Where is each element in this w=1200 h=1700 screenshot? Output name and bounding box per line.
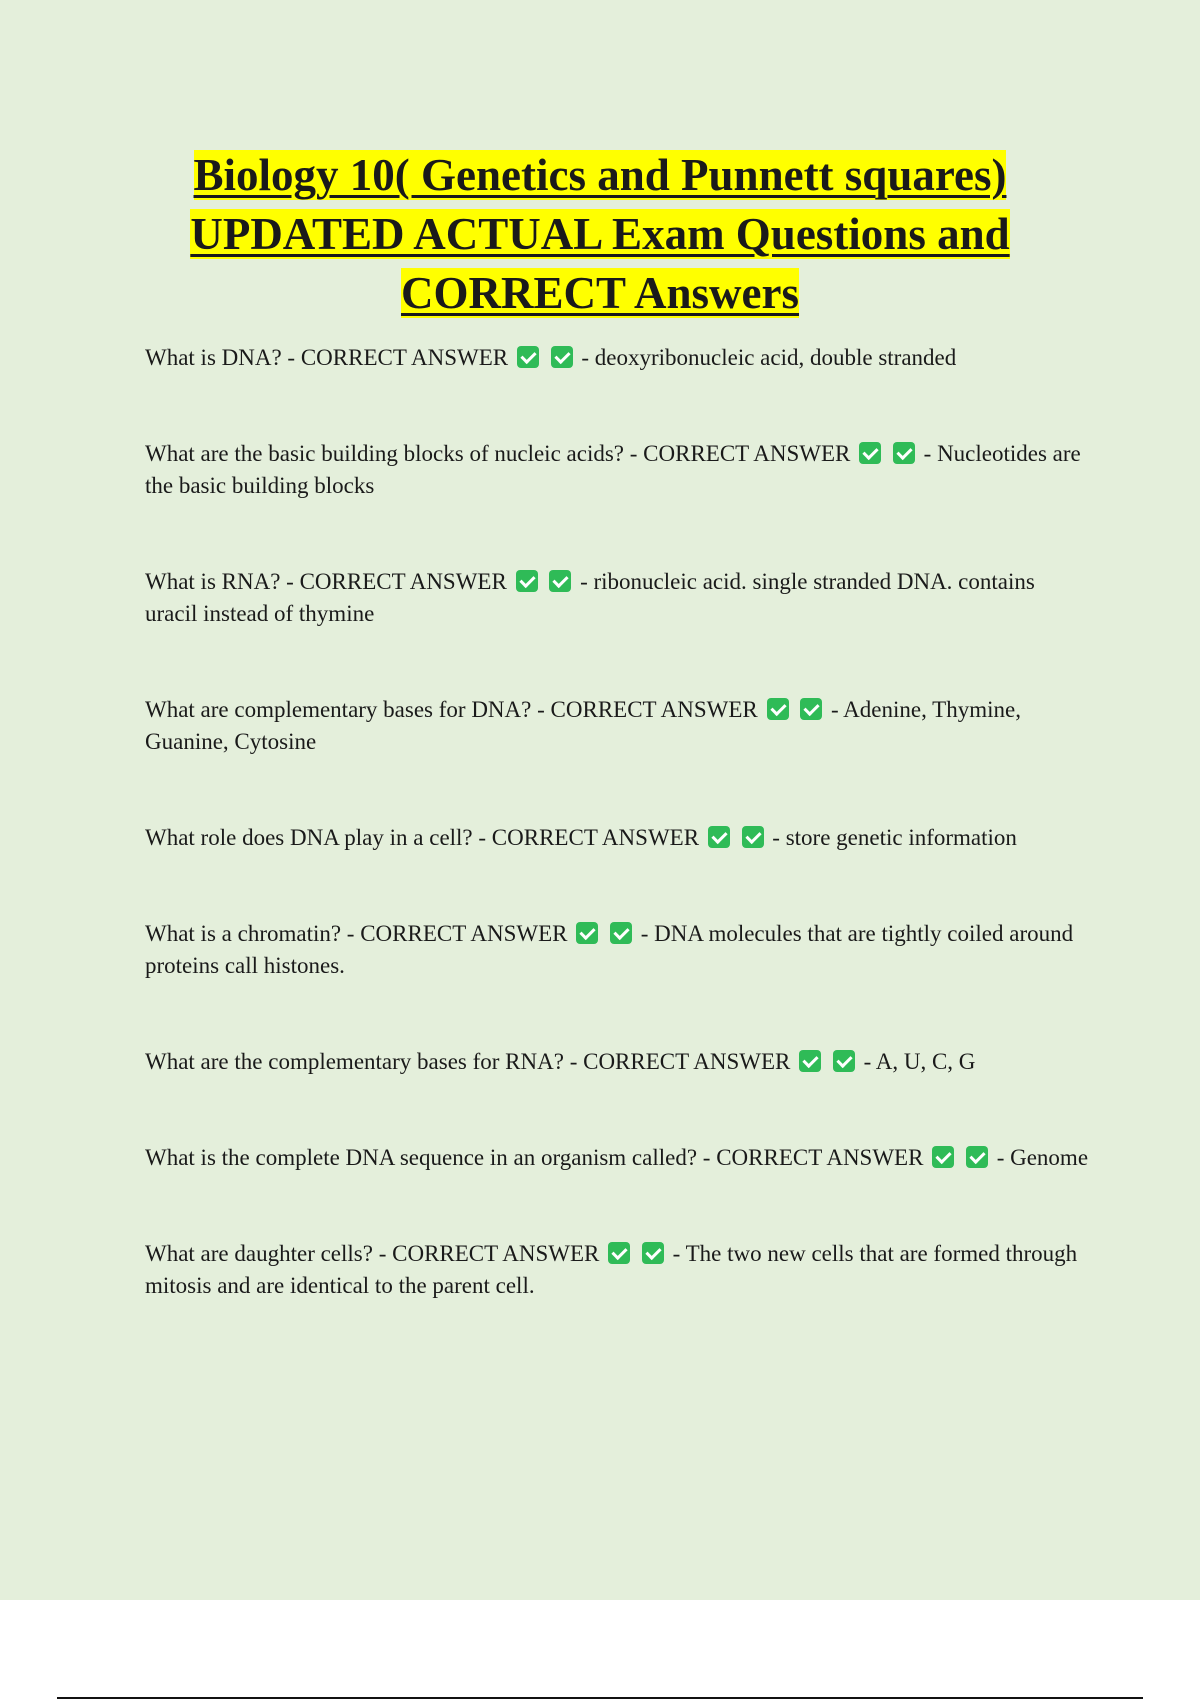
check-box-icon — [893, 442, 915, 464]
title-line-1: Biology 10( Genetics and Punnett squares) — [193, 150, 1007, 200]
qa-item-daughter-cells — [145, 1238, 1090, 1302]
document-title — [100, 146, 1100, 323]
check-box-icon — [610, 922, 632, 944]
answer-text: - Nucleotides are the basic building blocks — [145, 441, 1081, 498]
answer-text: - DNA molecules that are tightly coiled around proteins call histones. — [145, 921, 1074, 978]
qa-list — [145, 342, 1090, 1366]
check-box-icon — [608, 1242, 630, 1264]
question-text: What is RNA? - CORRECT ANSWER — [145, 569, 507, 594]
question-text: What is a chromatin? - CORRECT ANSWER — [145, 921, 568, 946]
check-box-icon — [516, 570, 538, 592]
check-box-icon — [576, 922, 598, 944]
footer-divider — [57, 1697, 1143, 1699]
check-box-icon — [799, 1050, 821, 1072]
check-box-icon — [517, 346, 539, 368]
qa-item-rna — [145, 566, 1090, 630]
qa-item-chromatin — [145, 918, 1090, 982]
check-box-icon — [642, 1242, 664, 1264]
question-text: What is DNA? - CORRECT ANSWER — [145, 345, 509, 370]
check-box-icon — [767, 698, 789, 720]
qa-item-genome — [145, 1142, 1090, 1174]
answer-text: - Genome — [996, 1145, 1089, 1170]
check-box-icon — [932, 1146, 954, 1168]
question-text: What are daughter cells? - CORRECT ANSWER — [145, 1241, 600, 1266]
check-box-icon — [859, 442, 881, 464]
check-box-icon — [549, 570, 571, 592]
qa-item-building-blocks — [145, 438, 1090, 502]
title-line-3: CORRECT Answers — [401, 268, 799, 318]
check-box-icon — [833, 1050, 855, 1072]
question-text: What role does DNA play in a cell? - CORRECT ANSWER — [145, 825, 700, 850]
question-text: What are the complementary bases for RNA? - CORRECT ANSWER — [145, 1049, 791, 1074]
check-box-icon — [966, 1146, 988, 1168]
question-text: What are complementary bases for DNA? - CORRECT ANSWER — [145, 697, 758, 722]
answer-text: - store genetic information — [772, 825, 1017, 850]
answer-text: - The two new cells that are formed through mitosis and are identical to the parent cell. — [145, 1241, 1078, 1298]
check-box-icon — [551, 346, 573, 368]
check-box-icon — [742, 826, 764, 848]
question-text: What is the complete DNA sequence in an organism called? - CORRECT ANSWER — [145, 1145, 924, 1170]
question-text: What are the basic building blocks of nucleic acids? - CORRECT ANSWER — [145, 441, 851, 466]
answer-text: - ribonucleic acid. single stranded DNA. contains uracil instead of thymine — [145, 569, 1035, 626]
check-box-icon — [708, 826, 730, 848]
title-line-2: UPDATED ACTUAL Exam Questions and — [190, 209, 1010, 259]
answer-text: - Adenine, Thymine, Guanine, Cytosine — [145, 697, 1021, 754]
qa-item-dna-bases — [145, 694, 1090, 758]
qa-item-dna-role — [145, 822, 1090, 854]
check-box-icon — [800, 698, 822, 720]
qa-item-dna — [145, 342, 1090, 374]
answer-text: - deoxyribonucleic acid, double stranded — [581, 345, 957, 370]
qa-item-rna-bases — [145, 1046, 1090, 1078]
answer-text: - A, U, C, G — [863, 1049, 976, 1074]
